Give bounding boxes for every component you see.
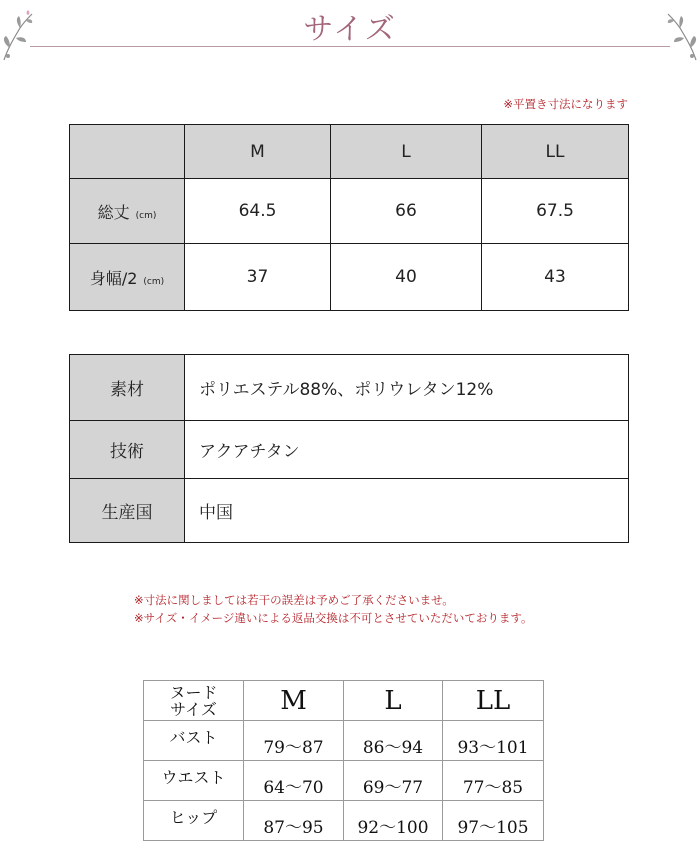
material-value: ポリエステル88%、ポリウレタン12% xyxy=(185,355,629,421)
return-note: ※サイズ・イメージ違いによる返品交換は不可とさせていただいております。 xyxy=(134,611,533,625)
table-row xyxy=(144,801,544,841)
size-table xyxy=(69,124,629,311)
row-label-cell xyxy=(70,179,185,244)
size-note: ※平置き寸法になります xyxy=(503,97,628,111)
technology-label: 技術 xyxy=(70,421,185,479)
nude-col-header: M xyxy=(244,681,344,721)
origin-label: 生産国 xyxy=(70,479,185,543)
size-col-header: L xyxy=(331,125,482,179)
size-value: 64.5 xyxy=(185,179,331,244)
table-row xyxy=(70,244,629,311)
tolerance-note: ※寸法に関しましては若干の誤差は予めご了承くださいませ。 xyxy=(134,593,454,607)
nude-value: 87〜95 xyxy=(244,801,344,841)
table-row xyxy=(70,421,629,479)
size-col-header: LL xyxy=(482,125,629,179)
nude-corner-cell xyxy=(144,681,244,721)
nude-header-line1: ヌード xyxy=(169,682,218,702)
nude-row-label: ウエスト xyxy=(144,761,244,801)
table-row xyxy=(70,179,629,244)
material-table xyxy=(69,354,629,543)
nude-size-table xyxy=(143,680,544,841)
nude-value: 77〜85 xyxy=(443,761,544,801)
material-label: 素材 xyxy=(70,355,185,421)
row-label: 身幅/2 xyxy=(89,268,138,288)
row-unit: (cm) xyxy=(143,276,165,287)
nude-table-header-row xyxy=(144,681,544,721)
table-row xyxy=(144,721,544,761)
nude-value: 92〜100 xyxy=(344,801,443,841)
nude-value: 86〜94 xyxy=(344,721,443,761)
nude-row-label: ヒップ xyxy=(144,801,244,841)
size-value: 67.5 xyxy=(482,179,629,244)
page-title: サイズ xyxy=(303,12,397,47)
technology-value: アクアチタン xyxy=(185,421,629,479)
size-value: 43 xyxy=(482,244,629,311)
table-row xyxy=(70,479,629,543)
nude-header-line2: サイズ xyxy=(170,699,217,719)
row-label-cell xyxy=(70,244,185,311)
row-label: 総丈 xyxy=(97,202,130,222)
nude-value: 79〜87 xyxy=(244,721,344,761)
size-col-header: M xyxy=(185,125,331,179)
table-row xyxy=(144,761,544,801)
nude-value: 97〜105 xyxy=(443,801,544,841)
size-value: 66 xyxy=(331,179,482,244)
corner-cell xyxy=(70,125,185,179)
size-value: 37 xyxy=(185,244,331,311)
nude-col-header: L xyxy=(344,681,443,721)
nude-value: 64〜70 xyxy=(244,761,344,801)
title-divider xyxy=(30,46,670,47)
size-table-header-row xyxy=(70,125,629,179)
origin-value: 中国 xyxy=(185,479,629,543)
row-unit: (cm) xyxy=(135,210,157,221)
nude-row-label: バスト xyxy=(144,721,244,761)
nude-col-header: LL xyxy=(443,681,544,721)
size-value: 40 xyxy=(331,244,482,311)
nude-value: 69〜77 xyxy=(344,761,443,801)
table-row xyxy=(70,355,629,421)
nude-value: 93〜101 xyxy=(443,721,544,761)
